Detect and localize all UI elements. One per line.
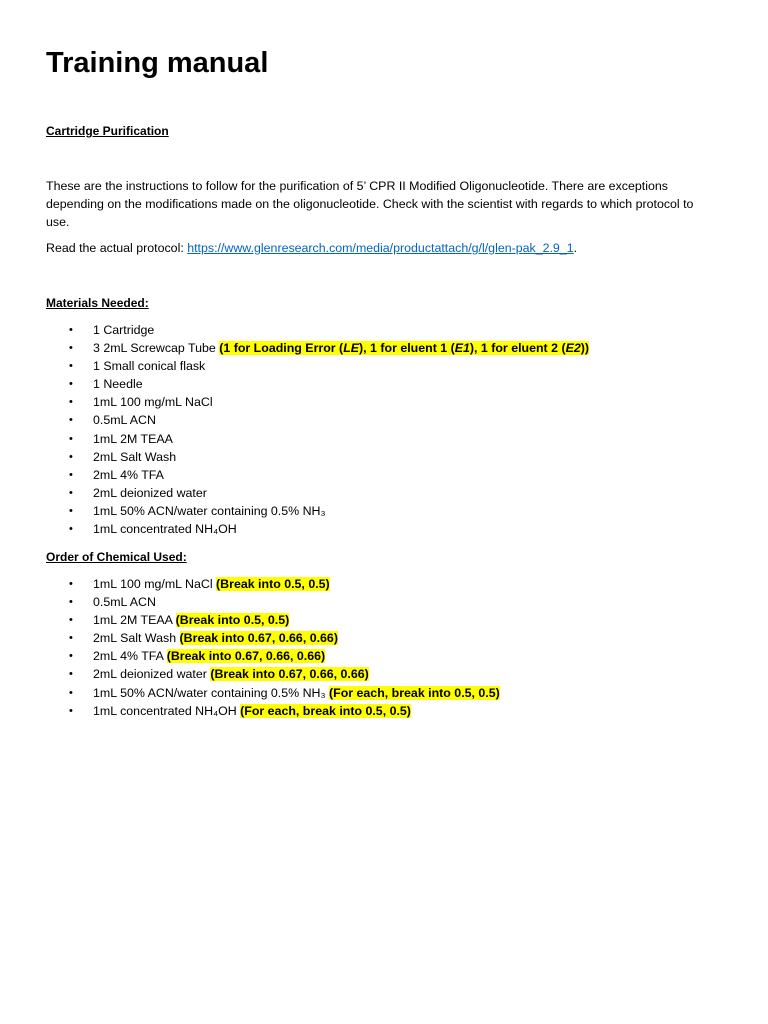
bullet-icon: •	[69, 360, 73, 373]
note-part: ))	[580, 341, 590, 356]
bullet-icon: •	[69, 432, 73, 445]
order-text: 1mL 100 mg/mL NaCl	[93, 577, 217, 591]
order-item	[93, 684, 500, 702]
bullet-icon: •	[69, 324, 73, 336]
material-text: 1mL 2M TEAA	[93, 431, 173, 446]
order-text: 2mL Salt Wash	[93, 631, 180, 646]
bullet-icon: •	[69, 468, 73, 481]
material-text: 2mL deionized water	[93, 485, 207, 500]
material-text: 1mL 100 mg/mL NaCl	[93, 395, 213, 410]
note-part: ), 1 for eluent 2 (	[469, 341, 566, 356]
order-item	[93, 665, 369, 683]
order-item	[93, 629, 338, 647]
order-item	[93, 593, 156, 611]
material-text: 2mL 4% TFA	[93, 467, 164, 482]
highlighted-note: (For each, break into 0.5, 0.5)	[240, 703, 411, 718]
material-text: 3 2mL Screwcap Tube	[93, 341, 220, 356]
order-text: 1mL 2M TEAA	[93, 613, 176, 628]
material-text: 2mL Salt Wash	[93, 449, 177, 464]
page-title: Training manual	[46, 47, 269, 79]
highlighted-note	[219, 341, 589, 355]
note-part: (1 for Loading Error (	[219, 341, 344, 356]
order-item	[93, 575, 330, 593]
bullet-icon: •	[69, 704, 73, 717]
highlighted-note: (For each, break into 0.5, 0.5)	[329, 685, 500, 700]
material-text: 1 Small conical flask	[93, 359, 206, 374]
protocol-link[interactable]: https://www.glenresearch.com/media/productattach/g/l/glen-pak_2.9_1	[187, 241, 574, 255]
note-abbrev-le: LE	[343, 341, 360, 356]
material-text: 0.5mL ACN	[93, 413, 156, 428]
bullet-icon: •	[69, 686, 73, 699]
material-text: 1mL concentrated NH₄OH	[93, 522, 237, 537]
highlighted-note: (Break into 0.67, 0.66, 0.66)	[210, 667, 369, 682]
bullet-icon: •	[69, 614, 73, 627]
bullet-icon: •	[69, 650, 73, 663]
note-abbrev-e2: E2	[565, 341, 581, 356]
materials-heading: Materials Needed:	[46, 296, 149, 310]
read-protocol-line	[46, 239, 577, 257]
section-title-cartridge-purification: Cartridge Purification	[46, 124, 169, 138]
intro-paragraph: These are the instructions to follow for the purification of 5’ CPR II Modified Oligonucleotide. There are exceptions depending on the modifications made on the oligonucleotide. Check with the scientist with regards to which protocol to use.	[46, 179, 694, 229]
order-text: 0.5mL ACN	[93, 595, 156, 610]
bullet-icon: •	[69, 596, 73, 609]
order-text: 2mL 4% TFA	[93, 649, 167, 664]
bullet-icon: •	[69, 396, 73, 409]
order-item	[93, 647, 325, 665]
highlighted-note: (Break into 0.5, 0.5)	[216, 577, 330, 591]
material-text: 1 Cartridge	[93, 323, 155, 337]
order-heading: Order of Chemical Used:	[46, 550, 187, 564]
bullet-icon: •	[69, 450, 73, 463]
bullet-icon: •	[69, 414, 73, 427]
highlighted-note: (Break into 0.67, 0.66, 0.66)	[166, 649, 326, 664]
order-text: 1mL concentrated NH₄OH	[93, 703, 241, 718]
order-item	[93, 702, 411, 720]
read-protocol-label: Read the actual protocol:	[46, 241, 188, 255]
bullet-icon: •	[69, 342, 73, 355]
note-abbrev-e1: E1	[454, 341, 470, 356]
bullet-icon: •	[69, 378, 73, 391]
highlighted-note: (Break into 0.67, 0.66, 0.66)	[179, 631, 338, 646]
order-text: 1mL 50% ACN/water containing 0.5% NH₃	[93, 685, 329, 700]
highlighted-note: (Break into 0.5, 0.5)	[175, 613, 290, 628]
bullet-icon: •	[69, 504, 73, 517]
order-text: 2mL deionized water	[93, 667, 211, 682]
bullet-icon: •	[69, 578, 73, 590]
material-text: 1mL 50% ACN/water containing 0.5% NH₃	[93, 503, 326, 518]
bullet-icon: •	[69, 668, 73, 681]
note-part: ), 1 for eluent 1 (	[359, 341, 455, 356]
read-protocol-period: .	[573, 241, 578, 255]
material-text-with-note	[93, 339, 589, 357]
bullet-icon: •	[69, 523, 73, 536]
material-text: 1 Needle	[93, 377, 143, 392]
bullet-icon: •	[69, 486, 73, 499]
bullet-icon: •	[69, 632, 73, 645]
order-item	[93, 611, 289, 629]
